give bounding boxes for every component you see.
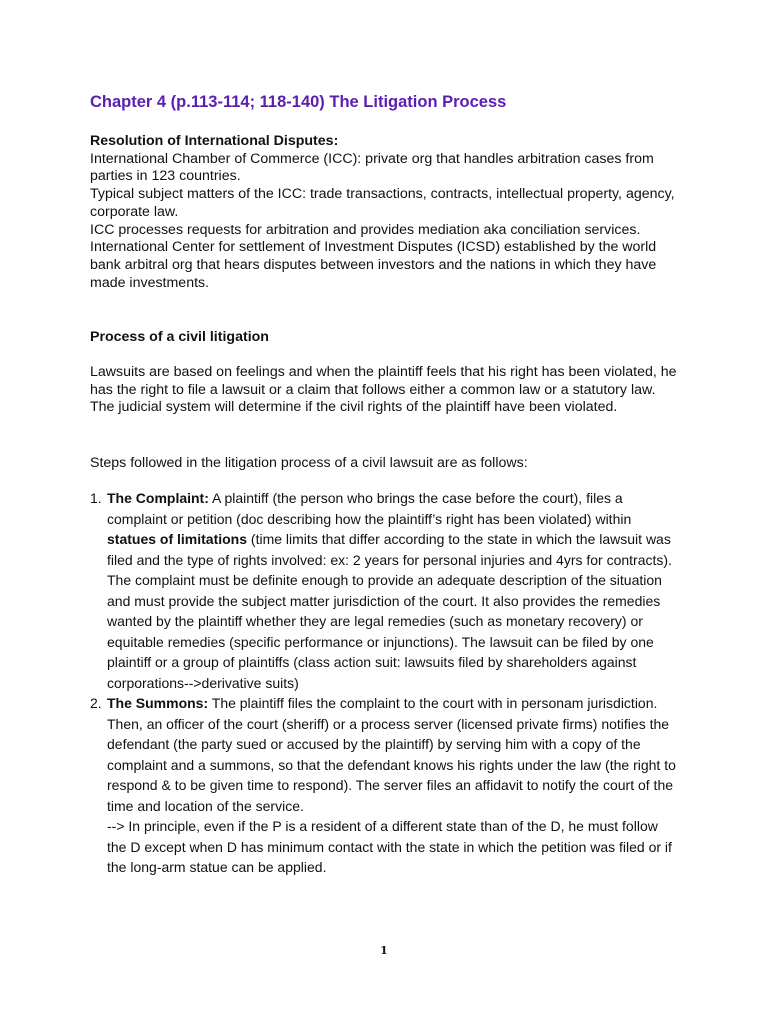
document-title: [90, 93, 506, 112]
paragraph-line: International Chamber of Commerce (ICC): private org that handles arbitration cases from parties in 123 countries.: [90, 150, 654, 185]
litigation-steps-list: [90, 488, 680, 898]
section-international-disputes: [90, 133, 690, 292]
paragraph-line: ICC processes requests for arbitration and provides mediation aka conciliation services.: [90, 221, 641, 238]
paragraph-line: International Center for settlement of Investment Disputes (ICSD) established by the world bank arbitral org that hears disputes between investors and the nations in which they have made investments.: [90, 239, 657, 291]
step-lead: The Summons:: [107, 695, 209, 711]
paragraph-line: Typical subject matters of the ICC: trade transactions, contracts, intellectual property, agency, corporate law.: [90, 186, 675, 220]
note-item: [90, 816, 680, 878]
section-heading: Resolution of International Disputes:: [90, 133, 339, 149]
step-text: A plaintiff (the person who brings the case before the court), files a complaint or petition (doc describing how the plaintiff’s right has been violated) within: [107, 490, 632, 527]
page-number: 1: [380, 944, 388, 957]
step-text: (time limits that differ according to the state in which the lawsuit was filed and the type of rights involved: ex: 2 years for personal injuries and 4yrs for contracts). The complaint must be definite enough to provide an adequate description of the situation and must provide the subject matter jurisdiction of the court. It also provides the remedies wanted by the plaintiff whether they are legal remedies (such as monetary recovery) or equitable remedies (specific performance or injunctions). The lawsuit can be filed by one plaintiff or a group of plaintiffs (class action suit: lawsuits filed by shareholders against corporations-->derivative suits): [107, 531, 672, 691]
list-number: 1.: [90, 490, 102, 506]
step-lead: The Complaint:: [107, 490, 209, 506]
step-bold-term: statues of limitations: [107, 531, 248, 547]
list-number: 2.: [90, 695, 102, 711]
section-heading: Process of a civil litigation: [90, 329, 269, 345]
paragraph: Lawsuits are based on feelings and when the plaintiff feels that his right has been violated, he has the right to file a lawsuit or a claim that follows either a common law or a statutory law. The judicial system will determine if the civil rights of the plaintiff have been violated.: [90, 364, 677, 416]
empty-bullet: [90, 878, 680, 898]
note-text: --> In principle, even if the P is a resident of a different state than of the D, he must follow the D except when D has minimum contact with the state in which the petition was filed or if the long-arm statue can be applied.: [107, 818, 672, 875]
list-item: [90, 488, 680, 693]
step-text: The plaintiff files the complaint to the court with in personam jurisdiction. Then, an officer of the court (sheriff) or a process server (licensed private firms) notifies the defendant (the party sued or accused by the plaintiff) by serving him with a copy of the complaint and a summons, so that the defendant knows his rights under the law (the right to respond & to be given time to respond). The server files an affidavit to notify the court of the time and location of the service.: [107, 695, 676, 814]
list-item: [90, 693, 680, 816]
paragraph: Steps followed in the litigation process of a civil lawsuit are as follows:: [90, 455, 528, 471]
title-text: Chapter 4 (p.113-114; 118-140) The Litigation Process: [90, 93, 507, 111]
